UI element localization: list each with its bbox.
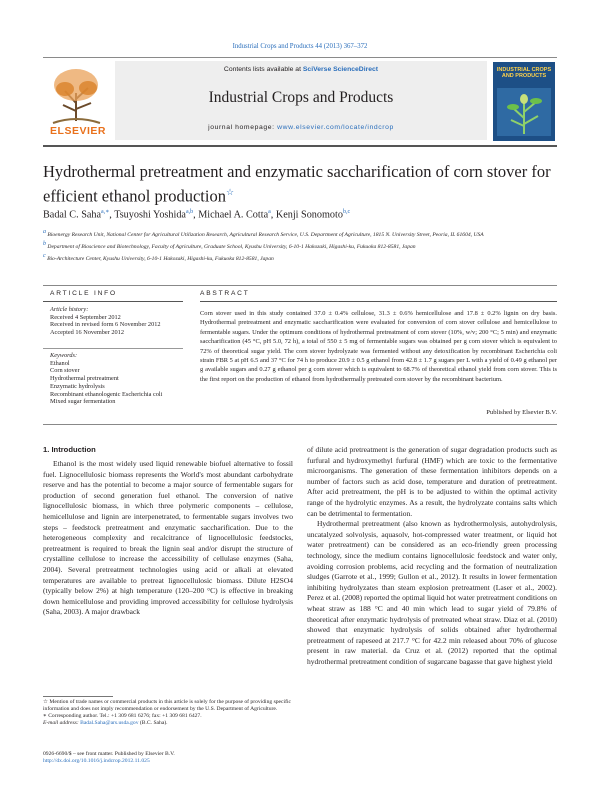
affiliation-list [43, 228, 557, 264]
abstract-bottom-rule [43, 424, 557, 425]
article-title-text: Hydrothermal pretreatment and enzymatic saccharification of corn stover for efficient ethanol production [43, 162, 551, 206]
journal-citation[interactable]: Industrial Crops and Products 44 (2013) 367–372 [232, 43, 368, 50]
section-heading-introduction: 1. Introduction [43, 445, 96, 454]
author-name: Michael A. Cotta [198, 209, 269, 221]
history-label: Article history: [50, 306, 89, 313]
keyword: Recombinant ethanologenic Escherichia coli [50, 390, 163, 398]
publisher-statement: Published by Elsevier B.V. [486, 409, 557, 416]
abstract-rule [200, 301, 557, 302]
email-line [43, 720, 293, 727]
doi-link[interactable]: http://dx.doi.org/10.1016/j.indcrop.2012.11.025 [43, 758, 150, 765]
author-affiliation-mark[interactable]: a [268, 209, 271, 215]
footnote-text: Mention of trade names or commercial products in this article is solely for the purpose of providing specific information and does not imply recommendation or endorsement by the U.S. Department of Agriculture. [43, 699, 291, 713]
article-history [50, 306, 190, 337]
left-column [43, 459, 293, 695]
intro-paragraph: Ethanol is the most widely used liquid renewable biofuel alternative to fossil fuel. Lignocellulosic biomass represents the World's most abundant carbohydrate reserve and has the potential to become a major source of fermentable sugars for production of second generation fuel ethanol. The conversion of native lignocellulosic biomass, in which three polymeric components – cellulose, hemicellulose and lignin are interpenetrated, to fermentable sugars involves two steps – feedstock pretreatment and enzymatic saccharification. Due to the heterogeneous complexity and recalcitrance of lignocellulosic feedstocks, pretreatment is required to break the lignin seal and/or disrupt the structure of crystalline cellulose to increase the accessibility of cellulase enzymes (Saha, 2004). Several pretreatment technologies using acid or alkali at elevated temperatures are available to pretreat lignocellulosic biomass. Dilute H2SO4 (typically below 2%) at high temperature (120–200 °C) is effective in breaking down hemicellulose and providing improved accessibility for cellulose hydrolysis (Saha, 2003). A major drawback [43, 459, 293, 617]
author-name: Badal C. Saha [43, 209, 102, 221]
email-suffix: (B.C. Saha). [138, 720, 168, 727]
article-info-heading: ARTICLE INFO [50, 290, 117, 297]
footnotes [43, 699, 293, 727]
keyword: Corn stover [50, 367, 80, 375]
author-name: Kenji Sonomoto [275, 209, 343, 221]
abstract-text: Corn stover used in this study contained 37.0 ± 0.4% cellulose, 31.3 ± 0.6% hemicellulose and 17.8 ± 0.2% lignin on dry basis. Hydrothermal pretreatment and enzymatic saccharification were evaluated for conversion of corn stover cellulose and hemicellulose to fermentable sugars. Under the optimum conditions of hydrothermal pretreatment of corn stover (10%, w/v; 200 °C; 5 min) and enzymatic saccharification (45 °C, pH 5.0, 72 h), a total of 550 ± 5 mg of fermentable sugars was obtained per g corn stover which is equivalent to 72% of theoretical sugar yield. The corn stover hydrolyzate was fermented without any detoxification by recombinant Escherichia coli strain FBR 5 at pH 6.5 and 37 °C for 74 h to produce 20.9 ± 0.5 g ethanol from 42.8 ± 1.7 g sugars per L with a yield of 0.49 g ethanol per g available sugars and 0.27 g ethanol per g corn stover which is equivalent to 68.7% of theoretical ethanol yield from corn stover. This is the first report on the production of ethanol from hydrothermally pretreated corn stover by the recombinant bacterium. [200, 310, 557, 383]
journal-title: Industrial Crops and Products [208, 89, 394, 106]
article-title [43, 162, 557, 207]
author-affiliation-mark[interactable]: a,∗ [101, 209, 110, 215]
keywords-rule [43, 348, 183, 349]
affiliation-mark: a [43, 229, 46, 235]
email-link[interactable]: Badal.Saha@ars.usda.gov [80, 720, 139, 727]
page-footer [43, 751, 293, 765]
keyword: Enzymatic hydrolysis [50, 382, 105, 390]
keyword: Ethanol [50, 359, 70, 367]
keywords-label: Keywords: [50, 352, 78, 359]
section-divider [43, 285, 557, 286]
affiliation-text: Department of Bioscience and Biotechnology, Faculty of Agriculture, Graduate School, Kyushu University, 6-10-1 Hakozaki, Higashi-ku, Fukuoka 812-8581, Japan [47, 243, 416, 250]
contents-prefix: Contents lists available at [223, 66, 303, 73]
affiliation-mark: c [43, 252, 46, 259]
affiliation-mark: b [43, 240, 46, 247]
affiliation [43, 252, 557, 264]
publisher-name: ELSEVIER [50, 125, 106, 137]
footnote-rule [43, 696, 113, 697]
title-footnote-mark[interactable]: ☆ [225, 187, 235, 197]
footnote-mark: ☆ [43, 699, 49, 705]
corresponding-author-note: ∗ Corresponding author. Tel.: +1 309 681 6276; fax: +1 309 681 6427. [43, 713, 202, 720]
affiliation [43, 228, 557, 240]
homepage-label: journal homepage: [208, 124, 278, 131]
author-list: Badal C. Saha$^{a,∗}$, Tsuyoshi Yoshida$^{a,b}$, Michael A. Cotta$^a$, Kenji Sonomoto$^{b,c}$ [43, 209, 351, 221]
keyword: Hydrothermal pretreatment [50, 375, 119, 383]
right-column [307, 445, 557, 785]
history-revised: Received in revised form 6 November 2012 [50, 321, 161, 329]
journal-homepage [115, 124, 487, 131]
affiliation-text: Bioenergy Research Unit, National Center for Agricultural Utilization Research, Agricultural Research Service, U.S. Department of Agriculture, 1815 N. University Street, Peoria, IL 61604, USA [47, 231, 484, 238]
keyword: Mixed sugar fermentation [50, 398, 116, 406]
journal-banner [115, 61, 487, 140]
journal-cover-image [493, 62, 555, 141]
history-received: Received 4 September 2012 [50, 313, 121, 321]
history-accepted: Accepted 16 November 2012 [50, 329, 124, 337]
journal-header [43, 57, 557, 147]
article-info-rule [43, 301, 183, 302]
keywords [50, 352, 190, 406]
abstract-heading: ABSTRACT [200, 290, 250, 297]
affiliation-text: Bio-Architecture Center, Kyushu University, 6-10-1 Hakozaki, Higashi-ku, Fukuoka 812-8581, Japan [47, 255, 274, 262]
author-affiliation-mark[interactable]: a,b [185, 209, 194, 215]
cover-plant-graphic [497, 88, 551, 136]
contents-line [115, 66, 487, 73]
sciencedirect-link[interactable]: SciVerse ScienceDirect [302, 66, 379, 73]
issn-line: 0926-6690/$ – see front matter. Published by Elsevier B.V. [43, 751, 175, 757]
cover-title: INDUSTRIAL CROPS AND PRODUCTS [496, 67, 552, 79]
homepage-link[interactable]: www.elsevier.com/locate/indcrop [277, 124, 394, 131]
intro-paragraph: of dilute acid pretreatment is the generation of sugar degradation products such as furfural and hydroxymethyl furfural (HMF) which are toxic to the fermentative microorganisms. The generation of these fermentation inhibitors depends on a number of factors such as acid dose, temperature and duration of pretreatment. After acid pretreatment, the pH is to be adjusted to within the optimal activity range of the hydrolytic enzymes. As a result, the hydrolyzate contains salts which can be detrimental to fermentation. [307, 445, 557, 518]
affiliation [43, 240, 557, 252]
title-footnote [43, 699, 293, 713]
author-affiliation-mark[interactable]: b,c [342, 209, 351, 215]
author-name: Tsuyoshi Yoshida [114, 209, 186, 221]
intro-paragraph: Hydrothermal pretreatment (also known as hydrothermolysis, autohydrolysis, uncatalyzed solvolysis, aquasolv, hot-compressed water treatment, or liquid hot water pretreatment) can be considered as an eco-friendly green processing technology, since the medium contains lignocellulosic feedstock and water only, avoiding corrosion problems, acid recycling and the formation of neutralization sludges (Garrote et al., 1999; Gullon et al., 2012). It results in lower fermentation inhibiting hydrolyzates than steam explosion pretreatment (Laser et al., 2002). Perez et al. (2008) reported the optimal liquid hot water pretreatment conditions on wheat straw as 188 °C and 40 min which lead to sugar yield of 79.8% of theoretical after enzymatic hydrolysis of pretreated wheat straw. Diaz et al. (2010) showed that enzymatic hydrolysis of solids obtained after hydrothermal pretreatment of rapeseed at 217.7 °C for 42.2 min released about 70% of glucose present in raw material. da Cruz et al. (2012) reported that the optimal hydrothermal pretreatment condition of sugarcane bagasse that gave highest yield [307, 519, 557, 666]
email-label: E-mail address: [43, 720, 81, 727]
